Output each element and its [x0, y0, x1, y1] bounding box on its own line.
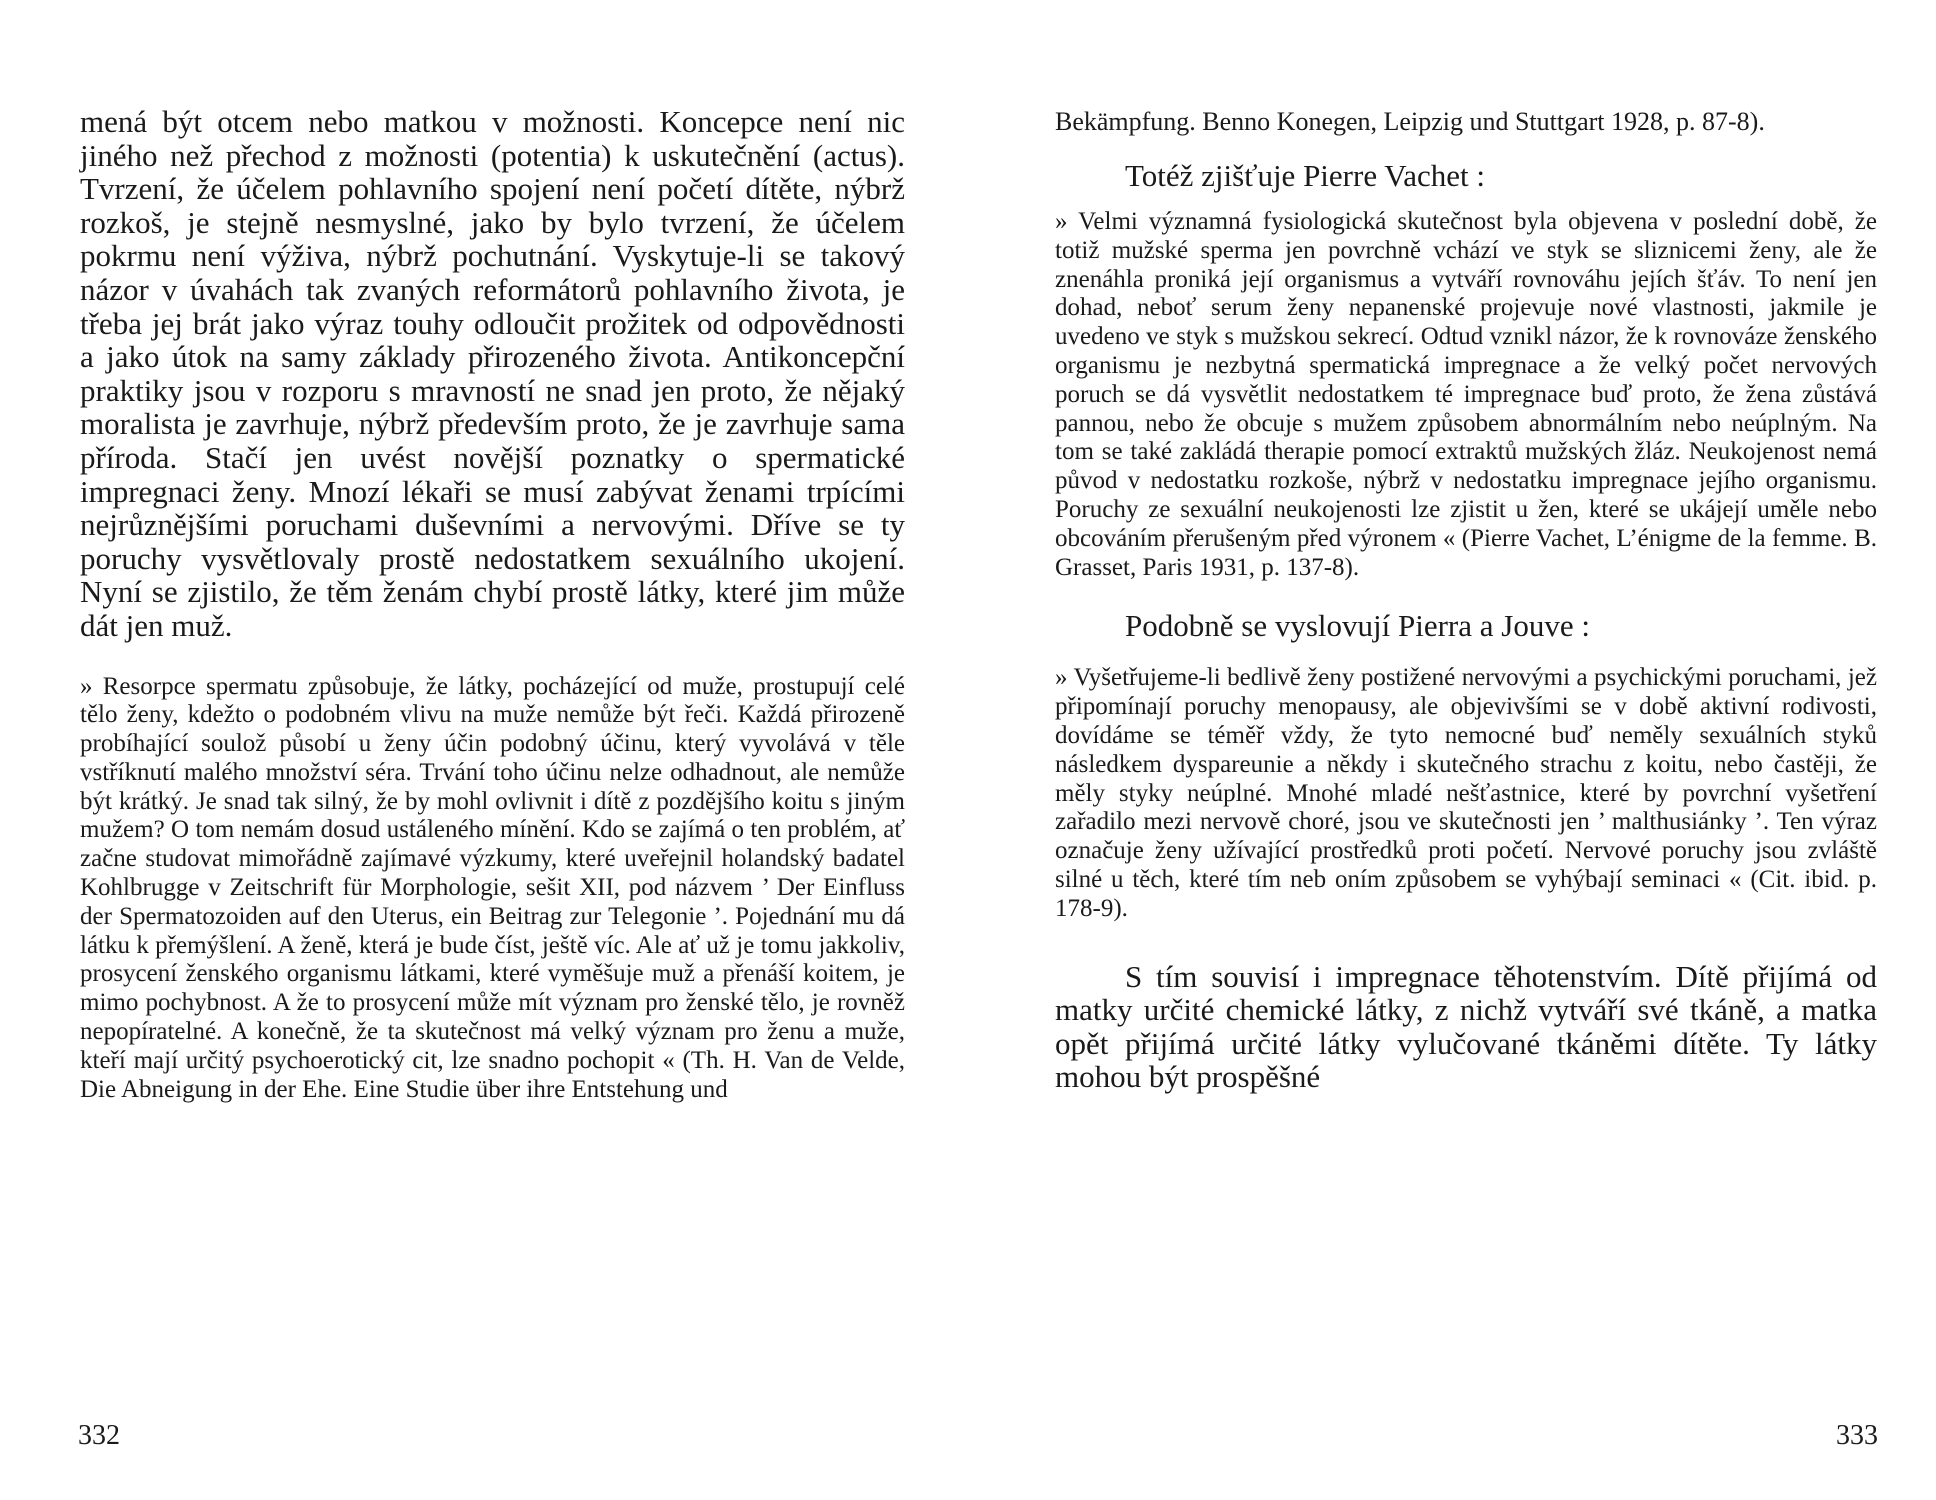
right-text-column [1055, 107, 1877, 1094]
right-page [968, 0, 1936, 1500]
intro-pierra-jouve: Podobně se vyslovují Pierra a Jouve : [1125, 608, 1590, 644]
page-number-left: 332 [78, 1420, 120, 1451]
page-number-right: 333 [1836, 1420, 1878, 1451]
quote-vachet: » Velmi významná fysiologická skutečnost byla objevena v poslední době, že totiž mužské sperma jen povrchně vchází ve styk se sliznicemi ženy, ale že znenáhla proniká její organismus a vytváří rovnováhu jejích šťáv. To není jen dohad, neboť serum ženy nepanenské projevuje nové vlastnosti, jakmile je uvedeno ve styk s mužskou sekrecí. Odtud vznikl názor, že k rovnováze ženského organismu je nezbytná spermatická impregnace a že velký počet nervových poruch se dá vysvětlit nedostatkem té impregnace buď proto, že žena zůstává pannou, nebo že obcuje s mužem způsobem abnormálním nebo neúplným. Na tom se také zakládá therapie pomocí extraktů mužských žláz. Neukojenost nemá původ v nedostatku rozkoše, nýbrž v nedostatku impregnace jejího organismu. Poruchy ze sexuální neukojenosti lze zjistit u žen, které se ukájejí uměle nebo obcováním přerušeným před výronem « (Pierre Vachet, L’énigme de la femme. B. Grasset, Paris 1931, p. 137-8). [1055, 208, 1877, 581]
left-body-paragraph: mená být otcem nebo matkou v možnosti. Koncepce není nic jiného než přechod z možnosti (potentia) k uskutečnění (actus). Tvrzení, že účelem pohlavního spojení není početí dítěte, nýbrž rozkoš, je stejně nesmyslné, jako by bylo tvrzení, že účelem pokrmu není výživa, nýbrž pochutnání. Vyskytuje-li se takový názor v úvahách tak zvaných reformátorů pohlavního života, je třeba jej brát jako výraz touhy odloučit prožitek od odpovědnosti a jako útok na samy základy přirozeného života. Antikoncepční praktiky jsou v rozporu s mravností ne snad jen proto, že nějaký moralista je zavrhuje, nýbrž především proto, že je zavrhuje sama příroda. Stačí jen uvést novější poznatky o spermatické impregnaci ženy. Mnozí lékaři se musí zabývat ženami trpícími nejrůznějšími poruchami duševními a nervovými. Dříve se ty poruchy vysvětlovaly prostě nedostatkem sexuálního ukojení. Nyní se zjistilo, že těm ženám chybí prostě látky, které jim může dát jen muž. [80, 104, 905, 643]
right-body-paragraph: S tím souvisí i impregnace těhotenstvím. Dítě přijímá od matky určité chemické látky, z nichž vytváří své tkáně, a matka opět přijímá určité látky vylučované tkáněmi dítěte. Ty látky mohou být prospěšné [1055, 958, 1877, 1095]
left-text-column [80, 105, 905, 1104]
quote-continuation: Bekämpfung. Benno Konegen, Leipzig und Stuttgart 1928, p. 87-8). [1055, 107, 1765, 136]
intro-vachet: Totéž zjišťuje Pierre Vachet : [1125, 158, 1485, 193]
quote-pierra-jouve: » Vyšetřujeme-li bedlivě ženy postižené nervovými a psychickými poruchami, jež připomínají poruchy menopausy, ale objevivšími se v době aktivní rodivosti, dovídáme se téměř vždy, že tyto nemocné buď neměly sexuálních styků následkem dyspareunie a někdy i skutečného strachu z koitu, nebo častěji, že měly styky neúplné. Mnohé mladé nešťastnice, které by povrchní vyšetření zařadilo mezi nervově choré, jsou ve skutečnosti jen ’ malthusiánky ’. Ten výraz označuje ženy užívající prostředků proti početí. Nervové poruchy jsou zvláště silné u těch, které tím neb oním způsobem se vyhýbají seminaci « (Cit. ibid. p. 178-9). [1055, 664, 1877, 922]
left-quote-paragraph: » Resorpce spermatu způsobuje, že látky, pocházející od muže, prostupují celé tělo ženy, kdežto o podobném vlivu na muže nemůže být řeči. Každá přirozeně probíhající soulož působí u ženy účin podobný účinu, který vyvolává v těle vstříknutí malého množství séra. Trvání toho účinu nelze odhadnout, ale nemůže být krátký. Je snad tak silný, že by mohl ovlivnit i dítě z pozdějšího koitu s jiným mužem? O tom nemám dosud ustáleného mínění. Kdo se zajímá o ten problém, ať začne studovat mimořádně zajímavé výzkumy, které uveřejnil holandský badatel Kohlbrugge v Zeitschrift für Morphologie, sešit XII, pod názvem ’ Der Einfluss der Spermatozoiden auf den Uterus, ein Beitrag zur Telegonie ’. Pojednání mu dá látku k přemýšlení. A ženě, která je bude číst, ještě víc. Ale ať už je tomu jakkoliv, prosycení ženského organismu látkami, které vyměšuje muž a přenáší koitem, je mimo pochybnost. A že to prosycení může mít význam pro ženské tělo, je rovněž nepopíratelné. A konečně, že ta skutečnost má velký význam pro ženu a muže, kteří mají určitý psychoerotický cit, lze snadno pochopit « (Th. H. Van de Velde, Die Abneigung in der Ehe. Eine Studie über ihre Entstehung und [80, 672, 905, 1103]
